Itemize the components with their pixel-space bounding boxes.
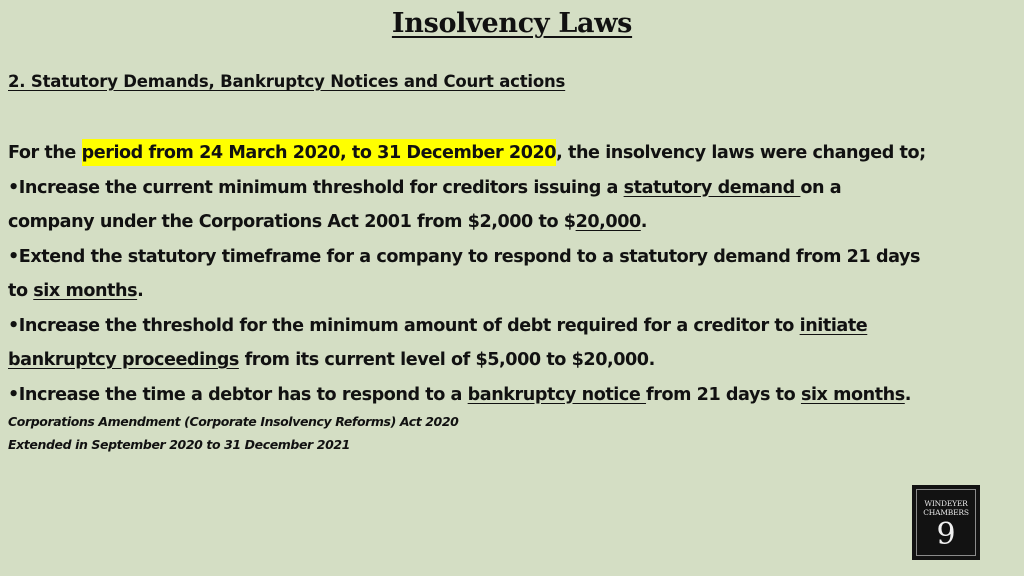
bullet3-line2-end: from its current level of $5,000 to $20,000. [238,350,655,370]
bullet4-end: . [904,384,912,405]
bullet1-text-end: on a [800,177,842,198]
intro-suffix: , the insolvency laws were changed to; [556,143,926,163]
bullet1-text: •Increase the current minimum threshold for creditors issuing a [8,177,624,198]
bullet2-line2-end: . [137,281,144,301]
logo-line2: CHAMBERS [923,508,969,517]
bullet1-line2-end: . [640,212,648,232]
bankruptcy-notice-link[interactable]: bankruptcy notice [467,384,647,405]
twenty-thousand-link[interactable]: 20,000 [575,212,641,232]
intro-prefix: For the [8,143,82,163]
slide-title: Insolvency Laws [391,8,633,39]
bullet3-text: •Increase the threshold for the minimum amount of debt required for a creditor to [8,315,800,336]
bullet3-line1 [8,309,1020,344]
body-text [8,136,1020,412]
bullet1-line2 [8,205,1020,240]
footnote-act: Corporations Amendment (Corporate Insolvency Reforms) Act 2020 [8,414,459,429]
logo-line1: WINDEYER [924,499,968,508]
logo-number: 9 [936,517,956,552]
logo-frame [916,489,976,556]
highlighted-period: period from 24 March 2020, to 31 December 2020 [82,139,557,166]
six-months-link-2[interactable]: six months [800,384,905,405]
section-subtitle: 2. Statutory Demands, Bankruptcy Notices and Court actions [8,72,566,91]
statutory-demand-link[interactable]: statutory demand [623,177,801,198]
windeyer-chambers-logo [912,485,980,560]
intro-line [8,136,1020,171]
bullet4-line [8,378,1020,413]
initiate-link[interactable]: initiate [799,315,868,336]
bullet1-line1 [8,171,1020,206]
bullet2-line2-text: to [8,281,34,301]
bankruptcy-proceedings-link[interactable]: bankruptcy proceedings [8,350,239,370]
bullet4-text: •Increase the time a debtor has to respond to a [8,384,468,405]
six-months-link[interactable]: six months [33,281,138,301]
bullet3-line2 [8,343,1020,378]
bullet1-line2-text: company under the Corporations Act 2001 from $2,000 to $ [8,212,576,232]
bullet4-middle: from 21 days to [646,384,801,405]
footnote-extension: Extended in September 2020 to 31 December 2021 [8,437,350,452]
bullet2-line2 [8,274,1020,309]
bullet2-line1: •Extend the statutory timeframe for a company to respond to a statutory demand from 21 days [8,246,921,267]
